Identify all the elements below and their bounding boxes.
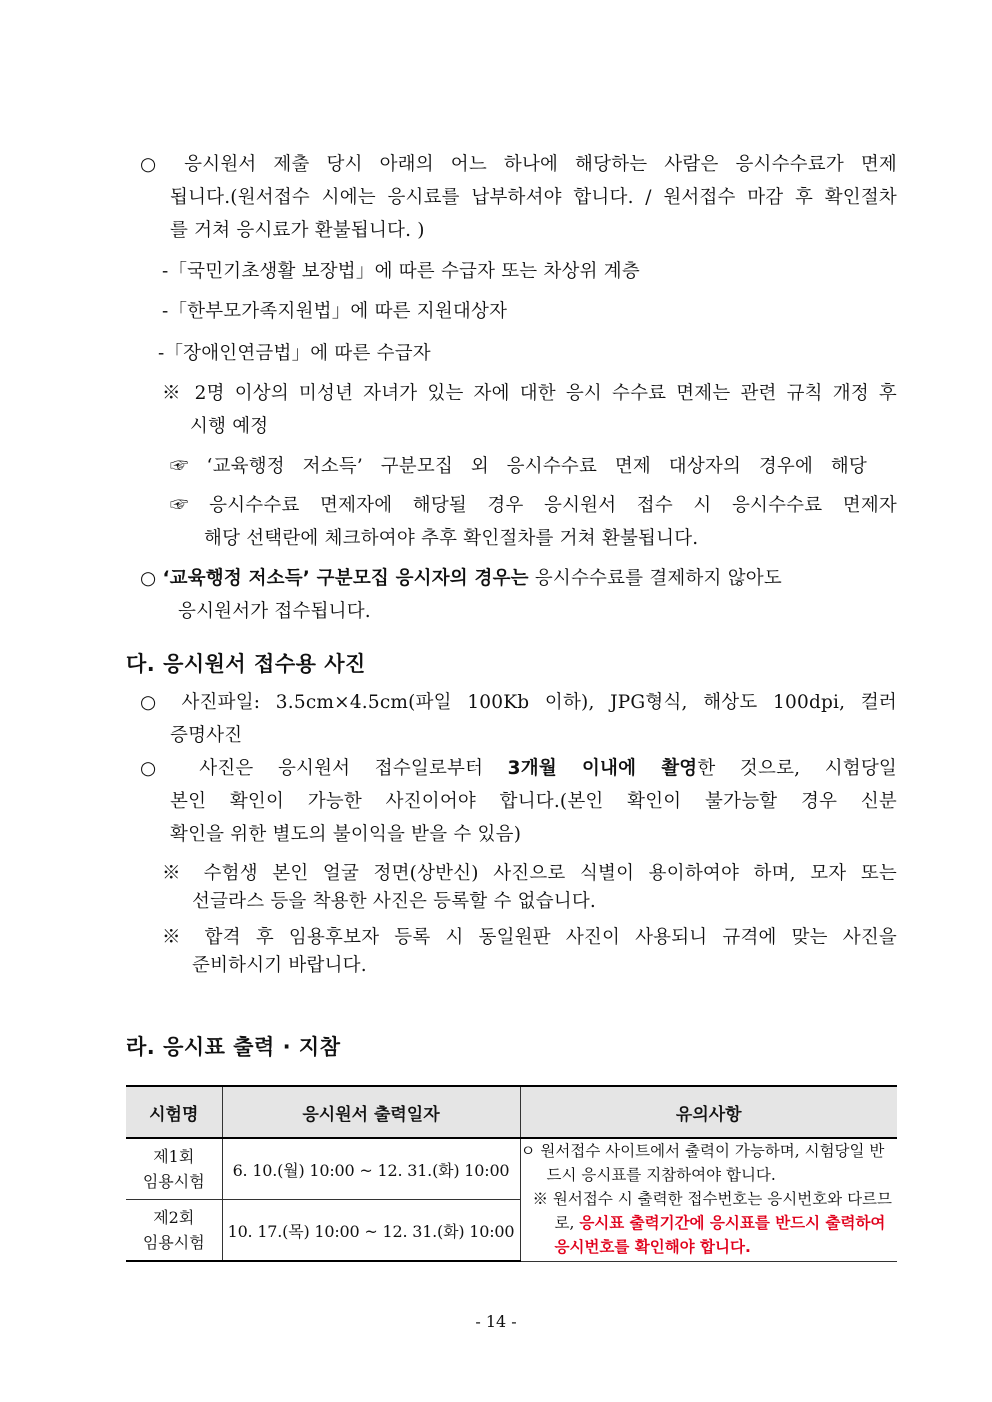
exemption-pointer1: ☞ ‘교육행정 저소득’ 구분모집 외 응시수수료 면제 대상자의 경우에 해당 (170, 456, 867, 477)
exemption-intro-line1: ○ 응시원서 제출 당시 아래의 어느 하나에 해당하는 사람은 응시수수료가 면제 (140, 154, 897, 175)
print-period-cell: 10. 17.(목) 10:00 ~ 12. 31.(화) 10:00 (222, 1200, 520, 1262)
exam-round-cell (126, 1200, 222, 1262)
photo-note2-line1: ※ 합격 후 임용후보자 등록 시 동일원판 사진이 사용되니 규격에 맞는 사진을 (162, 927, 897, 948)
print-period-cell: 6. 10.(월) 10:00 ~ 12. 31.(화) 10:00 (222, 1138, 520, 1200)
photo-taken-prefix: ○ 사진은 응시원서 접수일로부터 (140, 758, 508, 779)
notes-cell (520, 1138, 897, 1261)
table-row (126, 1138, 897, 1200)
photo-taken-line1 (140, 756, 897, 782)
exemption-intro-line2: 됩니다.(원서접수 시에는 응시료를 납부하셔야 합니다. / 원서접수 마감 후 확인절차 (170, 187, 897, 208)
photo-taken-bold: 3개월 이내에 촬영 (507, 758, 698, 779)
low-income-bold: ‘교육행정 저소득’ 구분모집 응시자의 경우는 (162, 568, 529, 589)
low-income-line2: 응시원서가 접수됩니다. (178, 601, 371, 622)
exam-round-label: 임용시험 (142, 1172, 205, 1191)
photo-taken-suffix: 한 것으로, 시험당일 (697, 758, 897, 779)
header-print-period: 응시원서 출력일자 (222, 1086, 520, 1138)
notes-item-number (521, 1187, 898, 1259)
exam-round-label: 임용시험 (142, 1233, 205, 1252)
ticket-section-heading: 라. 응시표 출력 · 지참 (126, 1035, 341, 1059)
exemption-note-line1: ※ 2명 이상의 미성년 자녀가 있는 자에 대한 응시 수수료 면제는 관련 규칙 개정 후 (162, 383, 897, 404)
notes-item-number-warning: 응시표 출력기간에 응시표를 반드시 출력하여 응시번호를 확인해야 합니다. (554, 1214, 886, 1256)
photo-note1-line1: ※ 수험생 본인 얼굴 정면(상반신) 사진으로 식별이 용이하여야 하며, 모자 또는 (162, 863, 897, 884)
exemption-note-line2: 시행 예정 (190, 416, 269, 437)
photo-taken-line2: 본인 확인이 가능한 사진이어야 합니다.(본인 확인이 불가능할 경우 신분 (170, 791, 897, 812)
exam-round-cell (126, 1138, 222, 1200)
exam-schedule-table (126, 1085, 897, 1262)
photo-file-line1: ○ 사진파일: 3.5cm×4.5cm(파일 100Kb 이하), JPG형식, 해상도 100dpi, 컬러 (140, 692, 897, 713)
photo-file-line2: 증명사진 (170, 725, 243, 746)
exemption-item-disability-pension: -「장애인연금법」에 따른 수급자 (158, 343, 431, 364)
photo-taken-line3: 확인을 위한 별도의 불이익을 받을 수 있음) (170, 824, 522, 845)
header-notes: 유의사항 (520, 1086, 897, 1138)
exam-round-number: 제2회 (153, 1208, 195, 1227)
photo-note2-line2: 준비하시기 바랍니다. (192, 955, 367, 976)
notes-item-print: ㅇ 원서접수 사이트에서 출력이 가능하며, 시험당일 반드시 응시표를 지참하여야 합니다. (520, 1142, 885, 1184)
low-income-line1 (140, 566, 782, 592)
exemption-item-single-parent: -「한부모가족지원법」에 따른 지원대상자 (162, 301, 508, 322)
page-number: - 14 - (475, 1312, 517, 1331)
notes-item-number-text: ※ 원서접수 시 출력한 접수번호는 응시번호와 다르므로, (532, 1190, 892, 1232)
low-income-bullet: ○ (140, 568, 157, 589)
header-exam-name: 시험명 (126, 1086, 222, 1138)
exemption-pointer2-line1: ☞ 응시수수료 면제자에 해당될 경우 응시원서 접수 시 응시수수료 면제자 (170, 495, 897, 516)
table-header-row (126, 1086, 897, 1138)
exam-round-number: 제1회 (153, 1147, 195, 1166)
low-income-rest: 응시수수료를 결제하지 않아도 (528, 568, 782, 589)
photo-note1-line2: 선글라스 등을 착용한 사진은 등록할 수 없습니다. (192, 891, 596, 912)
exemption-item-basic-living: -「국민기초생활 보장법」에 따른 수급자 또는 차상위 계층 (162, 261, 640, 282)
exemption-intro-line3: 를 거쳐 응시료가 환불됩니다. ) (170, 220, 425, 241)
exemption-pointer2-line2: 해당 선택란에 체크하여야 추후 확인절차를 거쳐 환불됩니다. (204, 528, 699, 549)
photo-section-heading: 다. 응시원서 접수용 사진 (126, 652, 366, 676)
